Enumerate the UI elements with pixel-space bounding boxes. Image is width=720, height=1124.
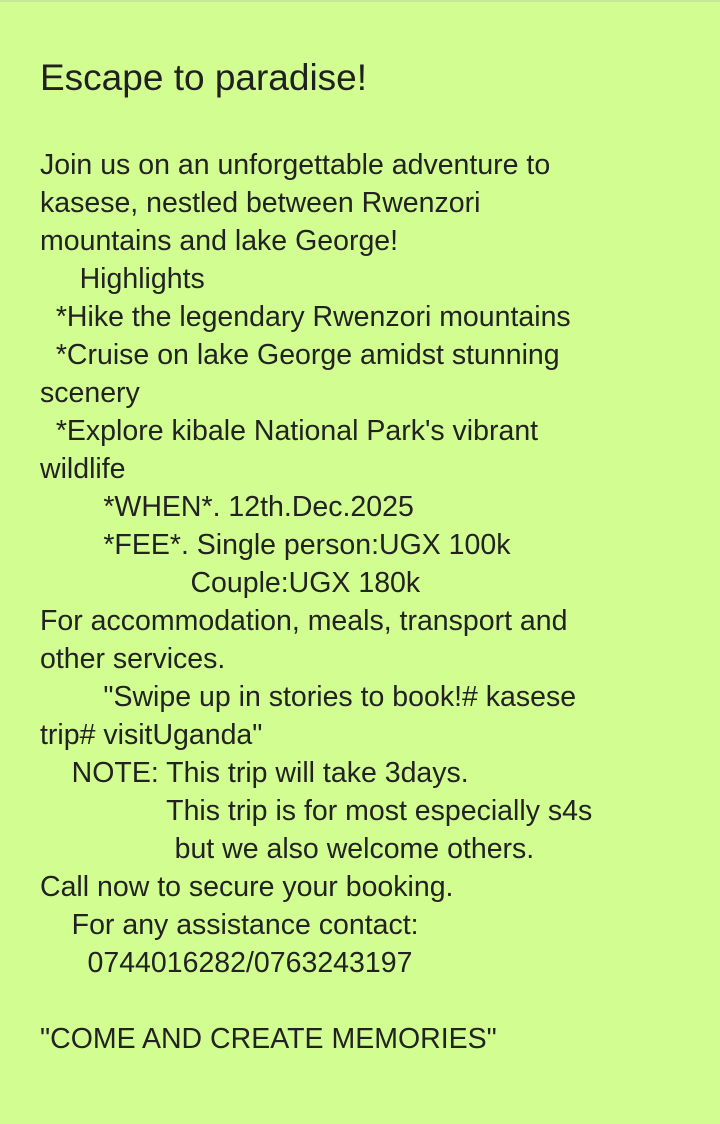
note-line: "Swipe up in stories to book!# kasese [40,681,577,713]
note-closing-line: "COME AND CREATE MEMORIES" [40,1023,497,1055]
note-line: *FEE*. Single person:UGX 100k [40,529,511,561]
note-line: other services. [40,643,226,675]
note-line: but we also welcome others. [40,833,535,865]
note-line: NOTE: This trip will take 3days. [40,757,469,789]
note-line: trip# visitUganda" [40,719,263,751]
note-body [0,2,720,1124]
note-line: For any assistance contact: [40,909,419,941]
note-line: scenery [40,377,140,409]
note-line: *Cruise on lake George amidst stunning [40,339,560,371]
note-title: Escape to paradise! [40,57,368,98]
note-line: Call now to secure your booking. [40,871,454,903]
note-line: wildlife [40,453,126,485]
note-line: *Hike the legendary Rwenzori mountains [40,301,571,333]
note-line: *WHEN*. 12th.Dec.2025 [40,491,414,523]
contact-phone-numbers: 0744016282/0763243197 [40,947,413,979]
note-line: Couple:UGX 180k [40,567,421,599]
note-line: Highlights [40,263,205,295]
note-line: For accommodation, meals, transport and [40,605,568,637]
note-line: *Explore kibale National Park's vibrant [40,415,539,447]
note-line: kasese, nestled between Rwenzori [40,187,481,219]
note-line: Join us on an unforgettable adventure to [40,149,551,181]
note-line: This trip is for most especially s4s [40,795,593,827]
note-line: mountains and lake George! [40,225,399,257]
